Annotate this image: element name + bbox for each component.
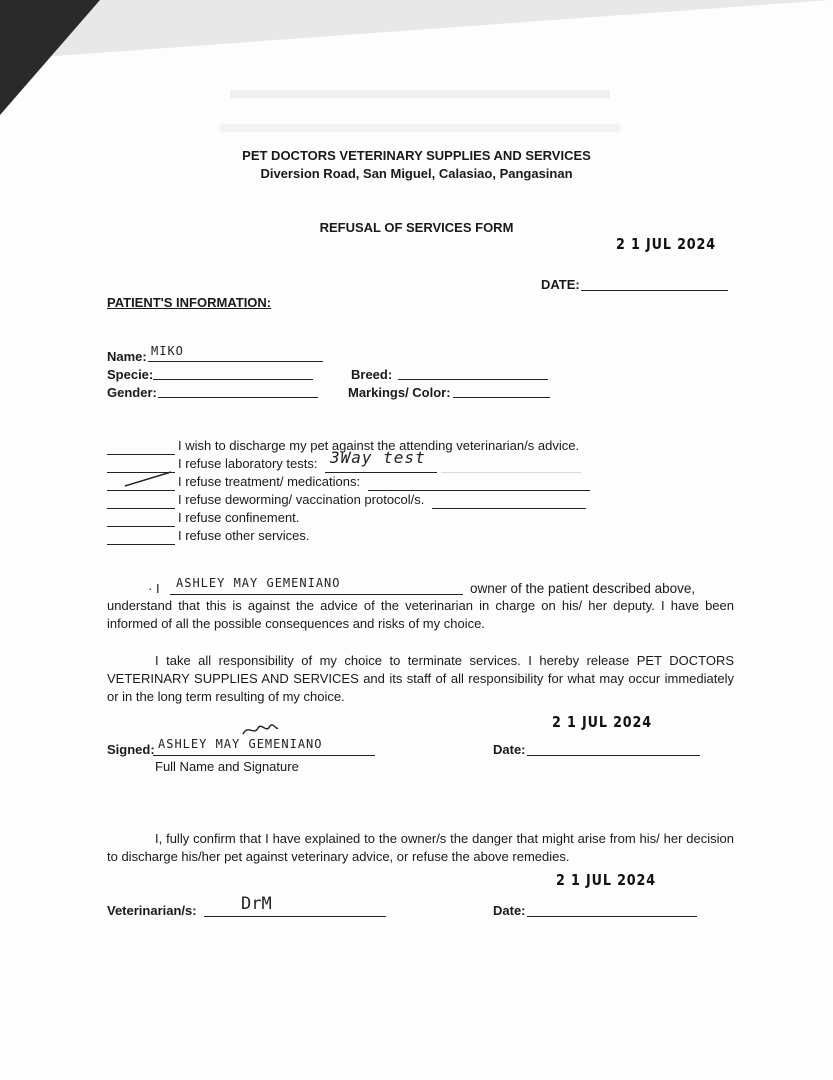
specie-field[interactable] <box>153 379 313 380</box>
deworming-field[interactable] <box>432 508 586 509</box>
signed-value: ASHLEY MAY GEMENIANO <box>158 737 323 751</box>
owner-name-value: ASHLEY MAY GEMENIANO <box>176 576 341 590</box>
signed-label: Signed: <box>107 742 155 757</box>
company-address: Diversion Road, San Miguel, Calasiao, Pangasinan <box>260 166 573 181</box>
release-text: I take all responsibility of my choice to terminate services. I hereby release PET DOCTORS VETERINARY SUPPLIES AND SERVICES and its staff of all responsibility for what may occur immediately or in the long term resulting of my choice. <box>107 653 734 704</box>
full-name-caption: Full Name and Signature <box>155 759 299 774</box>
option-deworming[interactable] <box>107 491 586 509</box>
option-label: I refuse other services. <box>178 528 310 543</box>
signed-date-stamp: 2 1 JUL 2024 <box>552 713 652 731</box>
gender-label: Gender: <box>107 385 157 400</box>
company-name: PET DOCTORS VETERINARY SUPPLIES AND SERVICES <box>242 148 591 163</box>
breed-field[interactable] <box>398 379 548 380</box>
option-label: I wish to discharge my pet against the attending veterinarian/s advice. <box>178 438 580 453</box>
vet-date-stamp: 2 1 JUL 2024 <box>556 871 656 889</box>
specie-label: Specie: <box>107 367 154 382</box>
confirmation-text: I, fully confirm that I have explained to the owner/s the danger that might arise from his/ her decision to discharge his/her pet against veterinary advice, or refuse the above remedies. <box>107 831 734 864</box>
name-label: Name: <box>107 349 147 364</box>
statement-i: I <box>155 581 160 596</box>
vet-date-label: Date: <box>493 903 526 918</box>
option-checkbox[interactable] <box>107 544 175 545</box>
statement-prefix: · I <box>148 581 160 596</box>
folded-corner <box>0 0 100 115</box>
form-title: REFUSAL OF SERVICES FORM <box>319 220 514 235</box>
vet-date-field[interactable] <box>527 916 697 917</box>
option-label: I refuse deworming/ vaccination protocol/s. <box>178 492 425 507</box>
option-label: I refuse treatment/ medications: <box>178 474 361 489</box>
statement-suffix: owner of the patient described above, <box>470 581 696 596</box>
signed-date-label: Date: <box>493 742 526 757</box>
option-other[interactable] <box>107 527 310 545</box>
date-field[interactable] <box>581 290 728 291</box>
name-value: MIKO <box>151 344 184 358</box>
option-confinement[interactable] <box>107 509 299 527</box>
option-label: I refuse laboratory tests: <box>178 456 318 471</box>
option-treatment[interactable] <box>107 473 590 491</box>
scan-shadow <box>0 0 830 60</box>
signed-field[interactable] <box>153 755 375 756</box>
lab-tests-value: 3Way test <box>330 448 426 467</box>
option-label: I refuse confinement. <box>178 510 300 525</box>
bleed-through <box>230 90 610 98</box>
veterinarian-label: Veterinarian/s: <box>107 903 197 918</box>
markings-field[interactable] <box>453 397 550 398</box>
owner-name-field[interactable] <box>170 594 463 595</box>
gender-field[interactable] <box>158 397 318 398</box>
statement-body: understand that this is against the advice of the veterinarian in charge on his/ her deputy. I have been informed of all the possible consequences and risks of my choice. <box>107 598 734 631</box>
date-stamp: 2 1 JUL 2024 <box>616 235 716 253</box>
veterinarian-field[interactable] <box>204 916 386 917</box>
breed-label: Breed: <box>351 367 393 382</box>
date-label: DATE: <box>541 277 580 292</box>
veterinarian-value: DrM <box>241 894 272 914</box>
signature-scribble <box>240 718 280 740</box>
bleed-through <box>220 124 620 132</box>
patient-section-title: PATIENT'S INFORMATION: <box>107 295 272 310</box>
signed-date-field[interactable] <box>527 755 700 756</box>
markings-label: Markings/ Color: <box>348 385 451 400</box>
name-field[interactable] <box>148 361 323 362</box>
